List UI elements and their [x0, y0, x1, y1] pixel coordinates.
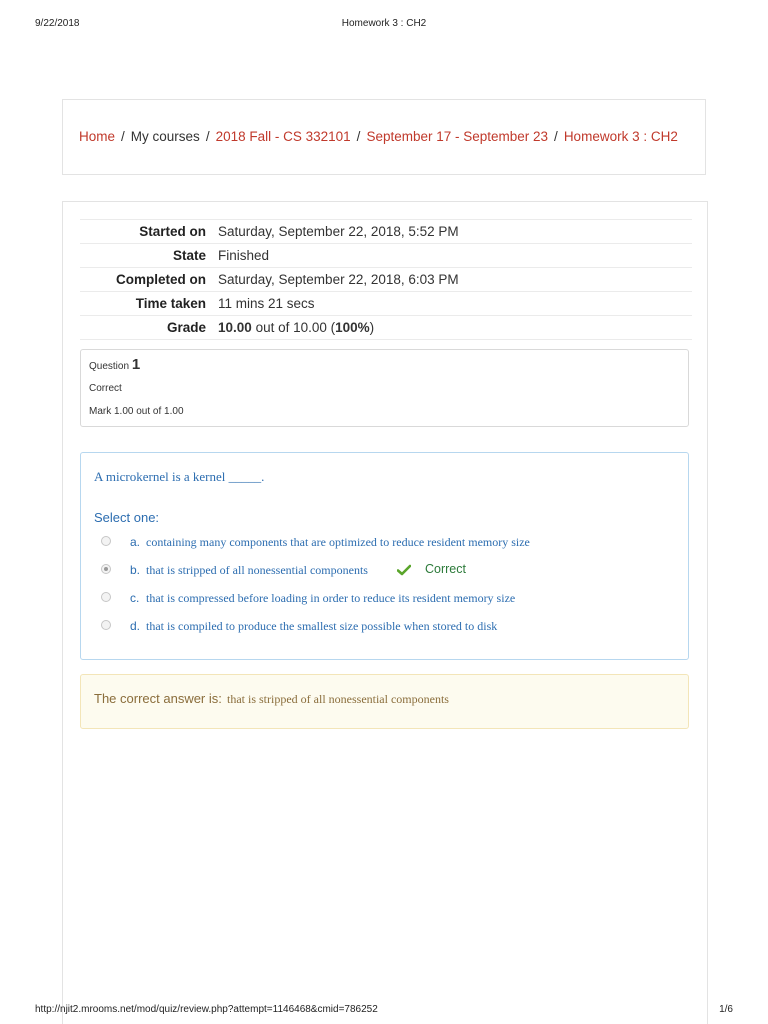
option-text: that is compressed before loading in order to reduce its resident memory size	[146, 591, 516, 605]
page-url: http://njit2.mrooms.net/mod/quiz/review.php?attempt=1146468&cmid=786252	[35, 1004, 378, 1015]
option-letter: b.	[130, 563, 141, 577]
print-date: 9/22/2018	[35, 18, 80, 29]
summary-row-time-taken	[80, 292, 692, 316]
grade-score: 10.00	[218, 319, 252, 335]
summary-row-completed	[80, 268, 692, 292]
breadcrumb-panel	[62, 99, 706, 175]
question-text: A microkernel is a kernel _____.	[94, 469, 265, 484]
feedback-answer: that is stripped of all nonessential components	[227, 692, 449, 706]
radio-option-d[interactable]	[101, 620, 111, 630]
grade-value	[206, 316, 692, 340]
breadcrumb-week[interactable]: September 17 - September 23	[366, 129, 549, 144]
summary-row-grade	[80, 316, 692, 340]
summary-label: Time taken	[135, 295, 206, 311]
breadcrumb-separator: /	[356, 129, 361, 144]
page-number: 1/6	[719, 1004, 733, 1015]
summary-label: Grade	[166, 319, 206, 335]
summary-value: Saturday, September 22, 2018, 5:52 PM	[218, 223, 459, 239]
radio-option-a[interactable]	[101, 536, 111, 546]
answer-option-c	[101, 590, 671, 610]
option-text: that is stripped of all nonessential components	[146, 563, 368, 577]
option-letter: d.	[130, 619, 141, 633]
question-number	[89, 356, 140, 373]
check-icon	[397, 564, 411, 576]
radio-option-b[interactable]	[101, 564, 111, 574]
summary-label: Completed on	[116, 271, 206, 287]
correct-indicator	[397, 562, 466, 576]
question-prefix: Question	[89, 361, 130, 372]
breadcrumb-separator: /	[205, 129, 210, 144]
summary-value: Saturday, September 22, 2018, 6:03 PM	[218, 271, 459, 287]
option-text: containing many components that are optimized to reduce resident memory size	[146, 535, 530, 549]
grade-percent: 100%	[335, 319, 370, 335]
option-letter: c.	[130, 591, 140, 605]
answer-option-b	[101, 562, 671, 582]
question-info-box	[80, 349, 689, 427]
summary-label: Started on	[139, 223, 206, 239]
summary-row-state	[80, 244, 692, 268]
answer-option-a	[101, 534, 671, 554]
option-text: that is compiled to produce the smallest size possible when stored to disk	[146, 619, 498, 633]
question-formulation	[80, 452, 689, 660]
question-number-value: 1	[131, 356, 141, 373]
radio-option-c[interactable]	[101, 592, 111, 602]
summary-row-started	[80, 220, 692, 244]
question-mark: Mark 1.00 out of 1.00	[89, 406, 184, 417]
summary-label: State	[172, 247, 206, 263]
breadcrumb-course[interactable]: 2018 Fall - CS 332101	[215, 129, 351, 144]
breadcrumb	[79, 129, 678, 144]
grade-out-of: out of 10.00 (	[255, 319, 336, 335]
breadcrumb-homework[interactable]: Homework 3 : CH2	[563, 129, 678, 144]
question-state: Correct	[89, 383, 122, 394]
answer-option-d	[101, 618, 671, 638]
print-title: Homework 3 : CH2	[341, 18, 427, 29]
breadcrumb-my-courses: My courses	[130, 129, 200, 144]
feedback-label: The correct answer is:	[94, 691, 222, 706]
breadcrumb-home[interactable]: Home	[79, 129, 116, 144]
select-one-prompt: Select one:	[94, 510, 160, 525]
option-letter: a.	[130, 535, 141, 549]
summary-value: Finished	[218, 247, 270, 263]
attempt-summary-table	[80, 219, 692, 340]
breadcrumb-separator: /	[121, 129, 125, 144]
breadcrumb-separator: /	[554, 129, 558, 144]
correct-answer-feedback	[80, 674, 689, 729]
summary-value: 11 mins 21 secs	[218, 295, 315, 311]
quiz-review-panel	[62, 201, 708, 1024]
grade-close: )	[369, 319, 375, 335]
correct-label: Correct	[425, 562, 466, 576]
